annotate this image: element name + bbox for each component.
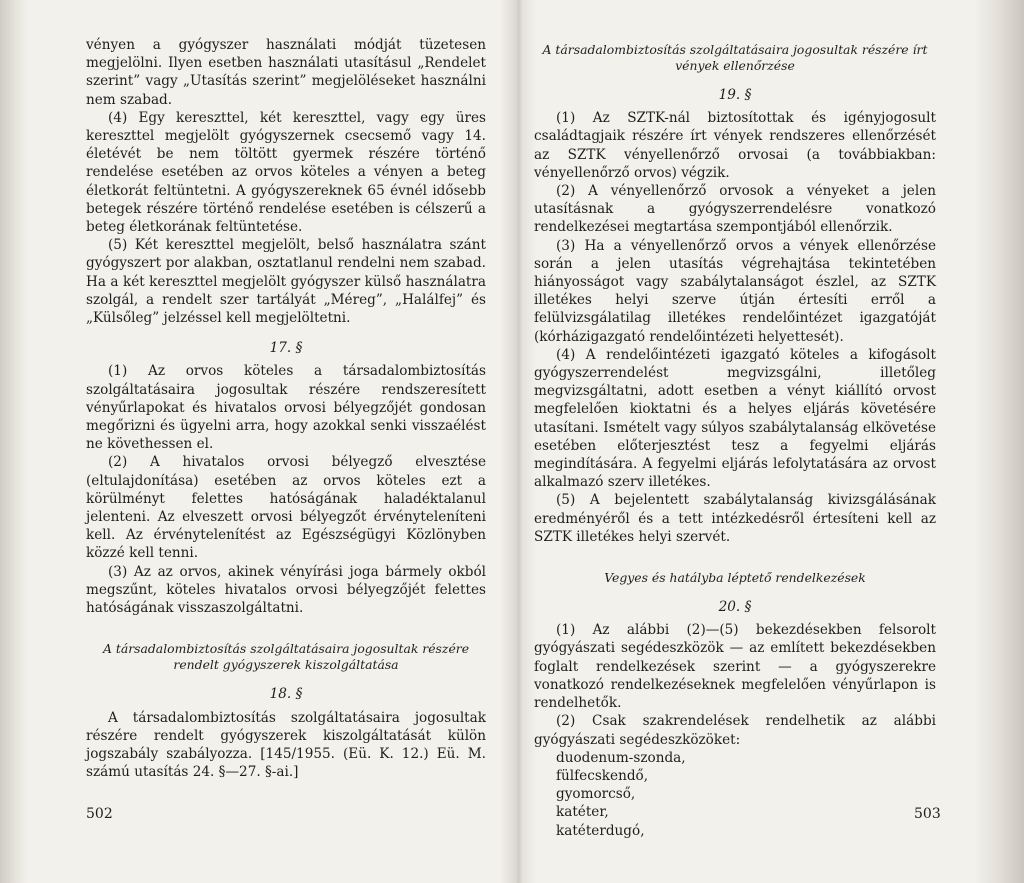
- left-section-heading: A társadalombiztosítás szolgáltatásaira jogosultak részére rendelt gyógyszerek kiszolgáltatása: [102, 641, 470, 673]
- page-number-right: 503: [914, 806, 941, 822]
- right-section-heading: A társadalombiztosítás szolgáltatásaira jogosultak részére írt vények ellenőrzése: [542, 42, 928, 73]
- section-17-paragraph-2: (2) A hivatalos orvosi bélyegző elvesztése (eltulajdonítása) esetében az orvos köteles ezt a körülményt felettes hatóságának haladéktalanul jelenteni. Az elveszett orvosi bélyegzőt érvényteleníteni kell. Az érvénytelenítést az Egészségügyi Közlönyben közzé kell tenni.: [86, 454, 486, 562]
- section-17-number: 17. §: [269, 340, 303, 357]
- left-page-edge: [0, 0, 28, 883]
- section-18-paragraph-1: A társadalombiztosítás szolgáltatásaira jogosultak részére rendelt gyógyszerek kiszolgáltatását külön jogszabály szabályozza. [145/1955. (Eü. K. 12.) Eü. M. számú utasítás 24. §—27. §-ai.]: [86, 709, 486, 781]
- list-item: duodenum-szonda,: [556, 749, 686, 766]
- list-item: katéter,: [556, 804, 609, 821]
- list-item: fülfecskendő,: [556, 767, 649, 784]
- section-20-paragraph-1: (1) Az alábbi (2)—(5) bekezdésekben felsorolt gyógyászati segédeszközök — az említett bekezdésekben foglalt rendelkezések szerint — a gyógyszerekre vonatkozó rendelkezéseknek megfelelően vényűrlapon is rendelhetők.: [534, 622, 936, 712]
- left-paragraph-2: (4) Egy kereszttel, két kereszttel, vagy egy üres kereszttel megjelölt gyógyszernek csecsemő vagy 14. életévét be nem töltött gyermek részére történő rendelése esetében az orvos köteles a vényen a beteg életkorát feltüntetni. A gyógyszereknek 65 évnél idősebb betegek részére történő rendelése esetében is célszerű a beteg életkorának feltüntetése.: [86, 109, 486, 236]
- list-item: gyomorcső,: [556, 786, 636, 803]
- page-number-left: 502: [86, 806, 113, 822]
- device-list: [534, 749, 936, 840]
- right-page: [534, 36, 936, 840]
- section-20-paragraph-2: (2) Csak szakrendelések rendelhetik az alábbi gyógyászati segédeszközöket:: [534, 713, 936, 748]
- section-18-number: 18. §: [269, 686, 303, 703]
- book-gutter: [500, 0, 536, 883]
- right-section-heading-2: Vegyes és hatályba léptető rendelkezések: [604, 570, 866, 586]
- left-paragraph-1: vényen a gyógyszer használati módját tüzetesen megjelölni. Ilyen esetben használati utasításul „Rendelet szerint” vagy „Utasítás szerint” megjelöléseket használni nem szabad.: [86, 37, 486, 108]
- section-19-paragraph-4: (4) A rendelőintézeti igazgató köteles a kifogásolt gyógyszerrendelést megvizsgálni, illetőleg megvizsgáltatni, adott esetben a vényt kiállító orvost megfelelően kioktatni és a helyes eljárás követésére utasítani. Ismételt vagy súlyos szabálytalanság elkövetése esetében előterjesztést tesz a fegyelmi eljárás megindítására. A fegyelmi eljárás lefolytatására az orvost alkalmazó szerv illetékes.: [534, 346, 936, 491]
- section-19-number: 19. §: [718, 87, 752, 103]
- left-page: [86, 36, 486, 781]
- section-17-paragraph-3: (3) Az az orvos, akinek vényírási joga bármely okból megszűnt, köteles hivatalos orvosi bélyegzőjét felettes hatóságának visszaszolgáltatni.: [86, 563, 486, 617]
- section-19-paragraph-2: (2) A vényellenőrző orvosok a vényeket a jelen utasításnak a gyógyszerrendelésre vonatkozó rendelkezései megtartása szempontjából ellenőrzik.: [534, 183, 936, 236]
- section-19-paragraph-1: (1) Az SZTK-nál biztosítottak és igényjogosult családtagjaik részére írt vények rendszeres ellenőrzését az SZTK vényellenőrző orvosai (a továbbiakban: vényellenőrző orvos) végzik.: [534, 110, 936, 181]
- section-19-paragraph-5: (5) A bejelentett szabálytalanság kivizsgálásának eredményéről és a tett intézkedésről értesíteni kell az SZTK illetékes helyi szervét.: [534, 492, 936, 545]
- left-paragraph-3: (5) Két kereszttel megjelölt, belső használatra szánt gyógyszert por alakban, osztatlanul rendelni nem szabad. Ha a két kereszttel megjelölt gyógyszer külső használatra szolgál, a rendelt szer tartályát „Méreg”, „Halálfej” és „Külsőleg” jelzéssel kell megjelöltetni.: [86, 237, 486, 327]
- section-20-number: 20. §: [718, 599, 752, 616]
- list-item: katéterdugó,: [556, 822, 645, 839]
- section-19-paragraph-3: (3) Ha a vényellenőrző orvos a vények ellenőrzése során a jelen utasítás végrehajtása tekintetében hiányosságot vagy szabálytalanságot észlel, az SZTK illetékes helyi szerve útján értesíti erről a felülvizsgálatilag illetékes rendelőintézet igazgatóját (kórházigazgató rendelőintézeti helyettesét).: [534, 237, 936, 345]
- section-17-paragraph-1: (1) Az orvos köteles a társadalombiztosítás szolgáltatásaira jogosultak részére rendszeresített vényűrlapokat és hivatalos orvosi bélyegzőjét gondosan megőrizni és ügyelni arra, hogy azokkal senki visszaélést ne követhessen el.: [86, 363, 486, 453]
- right-page-edge: [974, 0, 1024, 883]
